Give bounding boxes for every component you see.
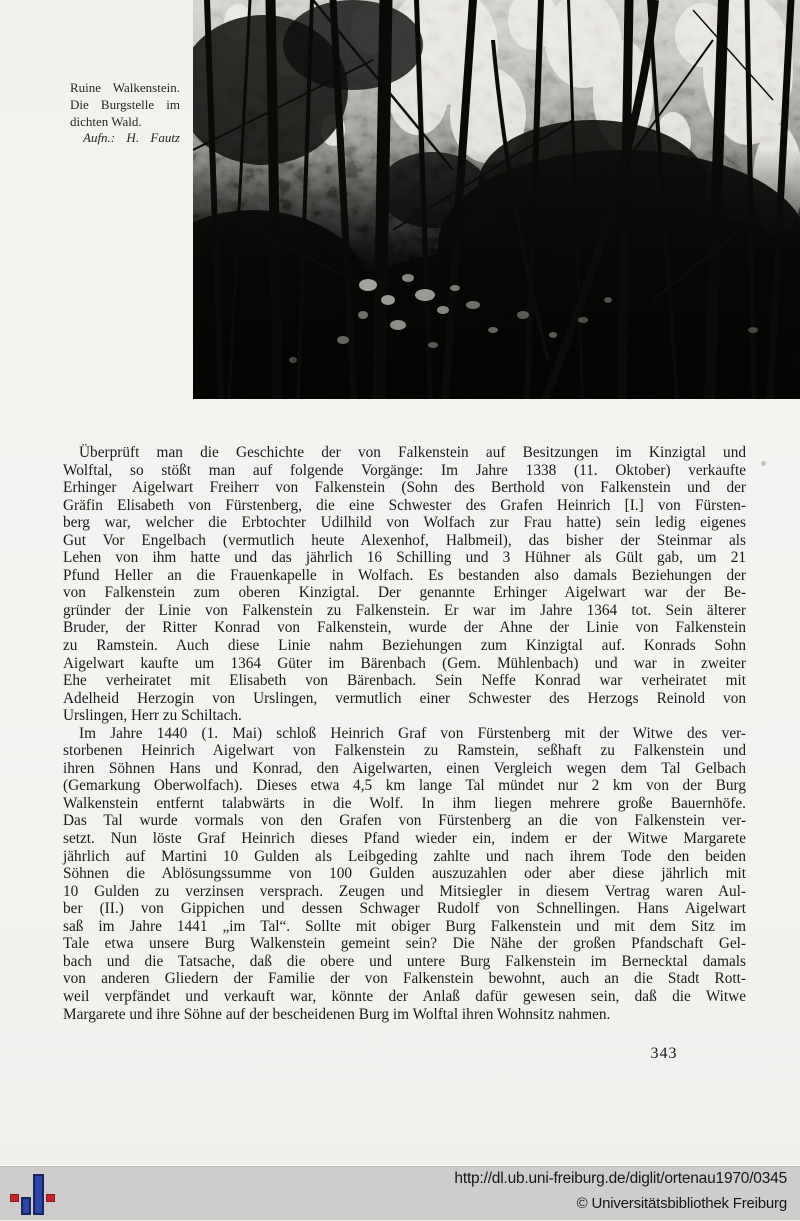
text-line: Die Burgstelle im <box>70 96 180 112</box>
text-line: Gut Vor Engelbach (vermutlich heute Alexenhof, Halbmeil), das bisher der Steinmar als <box>63 531 746 549</box>
text-line: Walkenstein entfernt talabwärts in die Wolf. In ihm liegen mehrere große Bauernhöfe. <box>63 794 746 812</box>
text-line: (Gemarkung Oberwolfach). Dieses etwa 4,5 km lange Tal mündet nur 2 km von der Burg <box>63 777 746 795</box>
text-line: Urslingen, Herr zu Schiltach. <box>63 707 242 725</box>
photo-caption-credit: Aufn.: H. Fautz <box>83 130 180 146</box>
text-line: ihren Söhnen Hans und Konrad, den Aigelwarten, einen Vergleich wegen dem Tal Gelbach <box>63 759 746 777</box>
page-number: 343 <box>650 1045 678 1062</box>
text-line: gründer der Linie von Falkenstein zu Falkenstein. Er war im Jahre 1364 tot. Sein älterer <box>63 601 746 619</box>
text-line: 10 Gulden zu verzinsen versprach. Zeugen und Mitsiegler in diesem Vertrag waren Aul- <box>63 882 746 900</box>
ub-freiburg-logo <box>8 1167 64 1221</box>
text-line: Aigelwart kaufte um 1364 Güter im Bärenbach (Gem. Mühlenbach) und war in zweiter <box>63 654 746 672</box>
text-line: Tale etwa unsere Burg Walkenstein gemeint sein? Die Nähe der großen Pfandschaft Gel- <box>63 935 746 953</box>
body-paragraph-1 <box>63 444 746 725</box>
text-line: von Falkenstein zum oberen Kinzigtal. Der genannte Erhinger Aigelwart war der Be- <box>63 584 746 602</box>
text-line: Bruder, der Ritter Konrad von Falkenstein, wurde der Ahne der Linie von Falkenstein <box>63 619 746 637</box>
footer-text <box>454 1169 787 1213</box>
text-line: berg war, welcher die Erbtochter Udilhild von Wolfach zur Frau hatte) sein ledig eigenes <box>63 514 746 532</box>
text-line: Wolftal, so stößt man auf folgende Vorgänge: Im Jahre 1338 (11. Oktober) verkaufte <box>63 461 746 479</box>
text-line: weil verpfändet und verkauft war, könnte der Anlaß dafür gewesen sein, daß die Witwe <box>63 987 746 1005</box>
logo-blue-bar-medium-icon <box>21 1197 31 1215</box>
text-line: Söhnen die Ablösungssumme von 100 Gulden auszuzahlen oder aber diese jährlich mit <box>63 865 746 883</box>
ink-speck <box>761 461 766 466</box>
logo-red-square-right-icon <box>46 1194 55 1202</box>
text-line: bach und die Tatsache, daß die obere und untere Burg Falkenstein im Bernecktal damals <box>63 952 746 970</box>
body-paragraph-2 <box>63 725 746 1023</box>
forest-photo <box>193 0 800 399</box>
logo-blue-bar-tall-icon <box>33 1174 44 1215</box>
photo-caption <box>70 80 180 147</box>
text-line: dichten Wald. <box>70 113 142 129</box>
text-line: Erhinger Aigelwart Freiherr von Falkenstein (Sohn des Berthold von Falkenstein und der <box>63 479 746 497</box>
text-line: Margarete und ihre Söhne auf der bescheidenen Burg im Wolftal ihren Wohnsitz nahmen. <box>63 1005 611 1023</box>
text-line: Im Jahre 1440 (1. Mai) schloß Heinrich Graf von Fürstenberg mit der Witwe des ver- <box>79 724 746 742</box>
text-line: von anderen Gliedern der Familie der von Falkenstein bewohnt, auch an die Stadt Rott- <box>63 970 746 988</box>
logo-red-square-left-icon <box>10 1194 19 1202</box>
text-line: ber (II.) von Gippichen und dessen Schwager Rudolf von Schnellingen. Hans Aigelwart <box>63 900 746 918</box>
text-line: Ruine Walkenstein. <box>70 80 180 95</box>
text-line: Das Tal wurde vormals von den Grafen von Fürstenberg an die von Falkenstein ver- <box>63 812 746 830</box>
text-line: storbenen Heinrich Aigelwart von Falkenstein zu Ramstein, seßhaft zu Falkenstein und <box>63 742 746 760</box>
article-text <box>63 444 746 1023</box>
footer-url: http://dl.ub.uni-freiburg.de/diglit/ortenau1970/0345 <box>454 1170 787 1187</box>
footer-copyright: © Universitätsbibliothek Freiburg <box>576 1195 787 1212</box>
photo-caption-lines <box>70 80 180 130</box>
text-line: zu Ramstein. Auch diese Linie nahm Beziehungen zum Kinzigtal auf. Konrads Sohn <box>63 637 746 655</box>
text-line: Lehen von ihm hatte und das jährlich 16 Schilling und 3 Hühner als Gült gab, um 21 <box>63 549 746 567</box>
text-line: Ehe verheiratet mit Elisabeth von Bärenbach. Sein Neffe Konrad war verheiratet mit <box>63 672 746 690</box>
forest-photo-image <box>193 0 800 399</box>
text-line: Adelheid Herzogin von Urslingen, vermutlich einer Schwester des Herzogs Reinold von <box>63 689 746 707</box>
text-line: jährlich auf Martini 10 Gulden als Leibgeding zahlte und nach ihrem Tode den beiden <box>63 847 746 865</box>
text-line: Pfund Heller an die Frauenkapelle in Wolfach. Es bestanden also damals Beziehungen der <box>63 566 746 584</box>
text-line: Gräfin Elisabeth von Fürstenberg, die eine Schwester des Grafen Heinrich [I.] von Fürsten- <box>63 496 746 514</box>
footer-bar <box>0 1166 800 1220</box>
text-line: saß im Jahre 1441 „im Tal“. Sollte mit obiger Burg Falkenstein und mit dem Sitz im <box>63 917 746 935</box>
text-line: Überprüft man die Geschichte der von Falkenstein auf Besitzungen im Kinzigtal und <box>79 444 746 461</box>
text-line: setzt. Nun löste Graf Heinrich dieses Pfand wieder ein, indem er der Witwe Margarete <box>63 830 746 848</box>
